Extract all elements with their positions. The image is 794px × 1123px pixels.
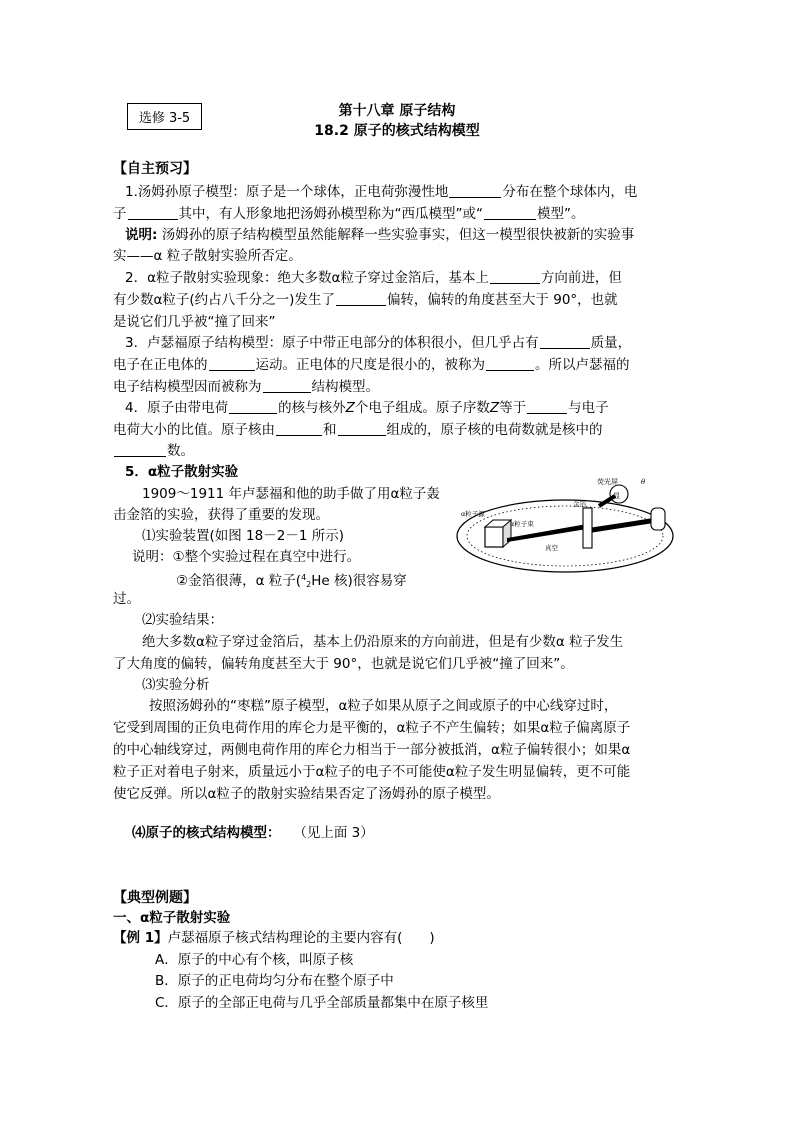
examples-part1: 一、α粒子散射实验	[113, 910, 231, 926]
blank[interactable]	[276, 422, 322, 436]
microscope-body	[651, 508, 665, 530]
blank[interactable]	[114, 443, 166, 457]
example1-question: 【例 1】卢瑟福原子核式结构理论的主要内容有( )	[113, 930, 435, 946]
q2-line3: 是说它们几乎被“撞了回来”	[113, 314, 276, 330]
q5-analysis-title: ⑶实验分析	[142, 677, 210, 693]
q5-note-line3: 过。	[113, 591, 140, 607]
blank[interactable]	[486, 357, 534, 371]
section-title: 18.2 原子的核式结构模型	[314, 123, 480, 139]
q1-line2: 子 其中，有人形象地把汤姆孙模型称为“西瓜模型”或“ 模型”。	[113, 206, 585, 222]
vacuum-label: 真空	[545, 544, 558, 552]
foil-label: 金箔	[573, 500, 586, 508]
blank[interactable]	[336, 292, 386, 306]
blank[interactable]	[209, 357, 255, 371]
blank[interactable]	[338, 422, 386, 436]
q5-analysis-line1: 按照汤姆孙的“枣糕”原子模型，α粒子如果从原子之间或原子的中心线穿过时，	[149, 698, 618, 714]
q4-line3: 数。	[113, 442, 194, 460]
blank[interactable]	[263, 379, 311, 393]
q5-note-line2: ②金箔很薄，α 粒子($^4_2$He 核)很容易穿	[176, 573, 407, 589]
q5-analysis-line4: 粒子正对着电子射来，质量远小于α粒子的电子不可能使α粒子发生明显偏转，更不可能	[113, 764, 631, 780]
q1-note-line2: 实——α 粒子散射实验所否定。	[113, 248, 302, 264]
blank[interactable]	[484, 206, 536, 220]
blank[interactable]	[490, 270, 540, 284]
q5-title: 5．α粒子散射实验	[125, 464, 239, 480]
q5-result-line1: 绝大多数α粒子穿过金箔后，基本上仍沿原来的方向前进，但是有少数α 粒子发生	[142, 634, 624, 650]
microscope-arm	[592, 520, 657, 530]
q5-analysis-line2: 它受到周围的正负电荷作用的库仑力是平衡的，α粒子不产生偏转；如果α粒子偏离原子	[113, 720, 631, 736]
example1-option-c: C．原子的全部正电荷与几乎全部质量都集中在原子核里	[155, 995, 489, 1011]
q5-note-line1: 说明：①整个实验过程在真空中进行。	[132, 549, 361, 565]
scattering-apparatus-diagram	[447, 472, 697, 582]
blank[interactable]	[449, 184, 501, 198]
q5-analysis-line3: 的中心轴线穿过，两侧电荷作用的库仑力相当于一部分被抵消，α粒子偏转很小；如果α	[113, 742, 631, 758]
blank[interactable]	[229, 400, 277, 414]
alpha-source-box	[485, 527, 503, 547]
q2-line1: 2．α粒子散射实验现象：绝大多数α粒子穿过金箔后，基本上 方向前进，但	[125, 270, 622, 286]
q3-line1: 3．卢瑟福原子结构模型：原子中带正电部分的体积很小，但几乎占有 质量，	[125, 335, 632, 351]
q5-model-line: ⑷原子的核式结构模型： （见上面 3）	[132, 825, 374, 841]
q3-line3: 电子结构模型因而被称为 结构模型。	[113, 379, 379, 395]
q4-line1: 4．原子由带电荷 的核与核外Z个电子组成。原子序数Z等于 与电子	[125, 400, 609, 416]
blank[interactable]	[128, 206, 178, 220]
theta-label: θ	[641, 478, 646, 486]
q5-apparatus: ⑴实验装置(如图 18－2－1 所示)	[142, 528, 344, 544]
microscope-label: 显	[613, 492, 620, 500]
q2-line2: 有少数α粒子(约占八千分之一)发生了 偏转，偏转的角度甚至大于 90°，也就	[113, 292, 618, 308]
screen-label: 荧光屏	[597, 478, 618, 486]
q5-result-title: ⑵实验结果：	[142, 612, 223, 628]
chapter-title: 第十八章 原子结构	[338, 103, 456, 119]
q1-line1: 1.汤姆孙原子模型：原子是一个球体，正电荷弥漫性地 分布在整个球体内，电	[125, 184, 638, 200]
course-text: 选修 3-5	[138, 111, 191, 126]
examples-heading: 【典型例题】	[113, 890, 197, 906]
source-label: α粒子源	[461, 510, 485, 518]
blank[interactable]	[527, 400, 567, 414]
gold-foil	[583, 508, 592, 548]
preview-heading: 【自主预习】	[113, 161, 197, 177]
blank[interactable]	[540, 335, 590, 349]
q4-line2: 电荷大小的比值。原子核由 和 组成的，原子核的电荷数就是核中的	[113, 422, 603, 438]
q3-line2: 电子在正电体的 运动。正电体的尺度是很小的，被称为 。所以卢瑟福的	[113, 357, 630, 373]
q5-result-line2: 了大角度的偏转，偏转角度甚至大于 90°，也就是说它们几乎被“撞了回来”。	[113, 656, 574, 672]
example1-option-b: B．原子的正电荷均匀分布在整个原子中	[155, 973, 394, 989]
q1-note-line1: 说明: 汤姆孙的原子结构模型虽然能解释一些实验事实，但这一模型很快被新的实验事	[125, 227, 635, 243]
q5-analysis-line5: 使它反弹。所以α粒子的散射实验结果否定了汤姆孙的原子模型。	[113, 786, 500, 802]
example1-option-a: A．原子的中心有个核，叫原子核	[155, 952, 354, 968]
q5-intro-line2: 击金箔的实验，获得了重要的发现。	[113, 507, 329, 523]
beam-label: α粒子束	[510, 520, 534, 528]
q5-intro-line1: 1909～1911 年卢瑟福和他的助手做了用α粒子轰	[142, 486, 440, 502]
